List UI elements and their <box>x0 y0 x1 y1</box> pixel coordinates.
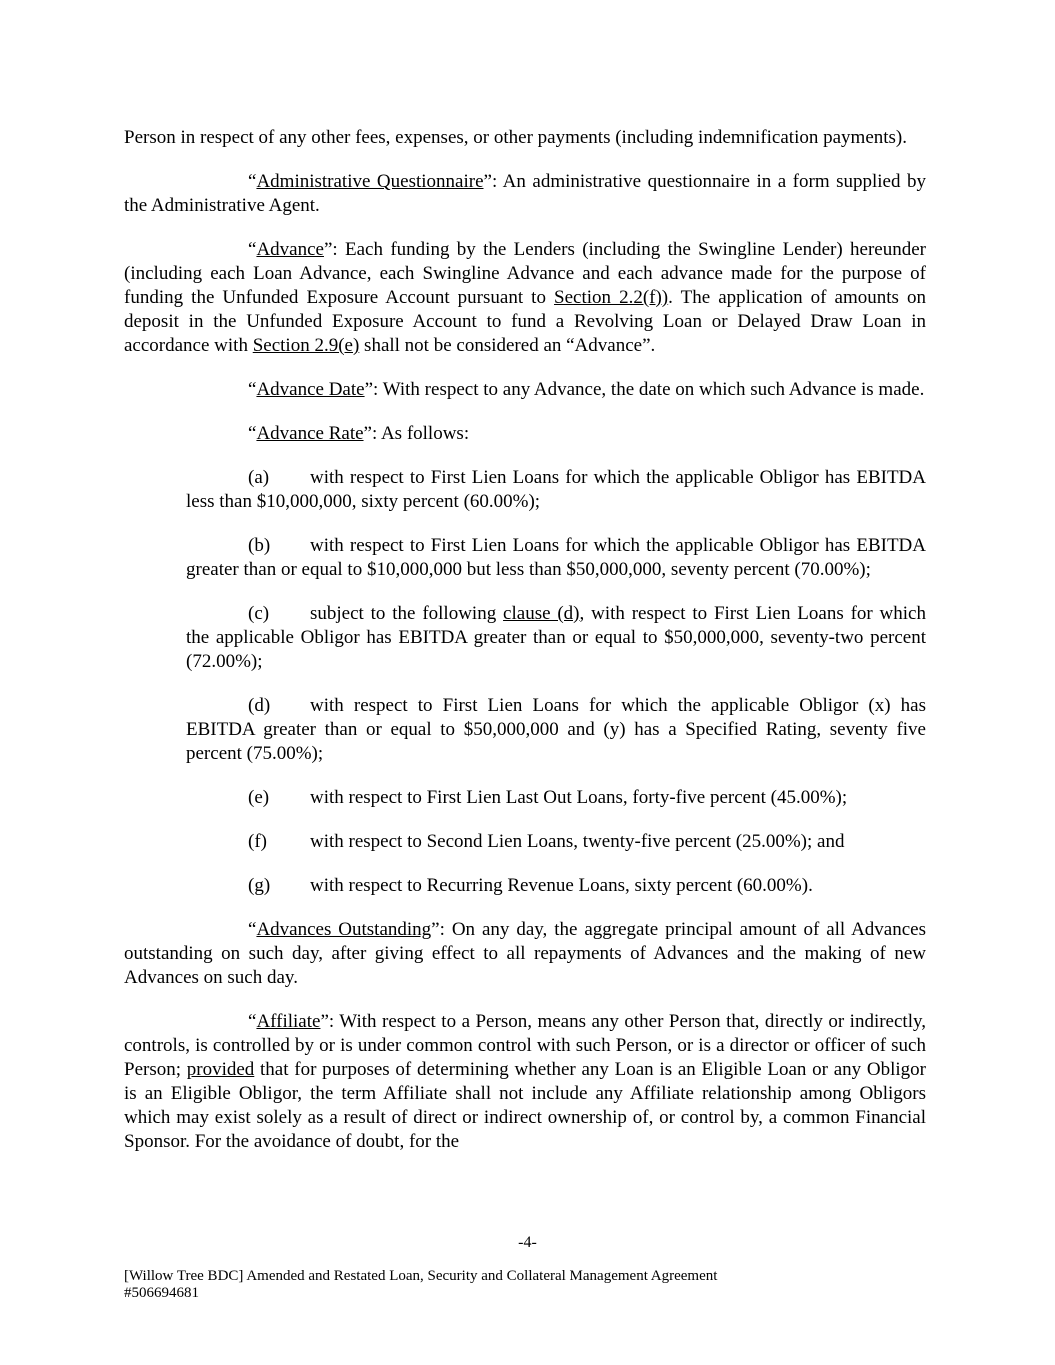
footer-doc-id: #506694681 <box>124 1285 199 1301</box>
list-item: (g) with respect to Recurring Revenue Loans, sixty percent (60.00%). <box>248 875 813 896</box>
definition-administrative-questionnaire: “Administrative Questionnaire”: An administrative questionnaire in a form supplied by the Administrative Agent. <box>124 171 926 216</box>
list-item: (b) with respect to First Lien Loans for which the applicable Obligor has EBITDA greater than or equal to $10,000,000 but less than $50,000,000, seventy percent (70.00%); <box>186 535 926 580</box>
item-label: (g) <box>248 875 271 896</box>
list-item: (d) with respect to First Lien Loans for which the applicable Obligor (x) has EBITDA greater than or equal to $50,000,000 and (y) has a Specified Rating, seventy five percent (75.00%); <box>186 695 926 764</box>
defined-term: Advance <box>256 239 324 260</box>
provided-term: provided <box>186 1059 255 1080</box>
definition-advances-outstanding: “Advances Outstanding”: On any day, the aggregate principal amount of all Advances outstanding on such day, after giving effect to all repayments of Advances and the making of new Advances on such day. <box>124 919 926 988</box>
defined-term: Affiliate <box>256 1011 321 1032</box>
footer-title: [Willow Tree BDC] Amended and Restated Loan, Security and Collateral Management Agreement <box>124 1268 718 1284</box>
document-body <box>124 126 926 1174</box>
item-label: (c) <box>248 603 270 624</box>
definition-advance: “Advance”: Each funding by the Lenders (including the Swingline Lender) hereunder (including each Loan Advance, each Swingline Advance and each advance made for the purpose of funding the Unfunded Exposure Account pursuant to Section 2.2(f)). The application of amounts on deposit in the Unfunded Exposure Account to fund a Revolving Loan or Delayed Draw Loan in accordance with Section 2.9(e) shall not be considered an “Advance”. <box>124 239 926 356</box>
document-footer <box>124 1268 717 1302</box>
clause-reference: clause (d) <box>503 603 580 624</box>
item-label: (f) <box>248 831 267 852</box>
definition-affiliate: “Affiliate”: With respect to a Person, means any other Person that, directly or indirectly, controls, is controlled by or is under common control with such Person, or is a director or officer of such Person; provided that for purposes of determining whether any Loan is an Eligible Loan or any Obligor is an Eligible Obligor, the term Affiliate shall not include any Affiliate relationship among Obligors which may exist solely as a result of direct or indirect ownership of, or control by, a common Financial Sponsor. For the avoidance of doubt, for the <box>124 1011 927 1152</box>
defined-term: Advance Date <box>256 379 365 400</box>
defined-term: Advances Outstanding <box>256 919 432 940</box>
definition-advance-rate: “Advance Rate”: As follows: <box>248 423 470 444</box>
defined-term: Advance Rate <box>256 423 364 444</box>
page-number: -4- <box>518 1234 537 1251</box>
item-label: (b) <box>248 535 271 556</box>
item-label: (d) <box>248 695 271 716</box>
definition-advance-date: “Advance Date”: With respect to any Advance, the date on which such Advance is made. <box>248 379 925 400</box>
list-item: (e) with respect to First Lien Last Out Loans, forty-five percent (45.00%); <box>248 787 848 808</box>
list-item: (c) subject to the following clause (d), with respect to First Lien Loans for which the applicable Obligor has EBITDA greater than or equal to $50,000,000, seventy-two percent (72.00%); <box>186 603 926 672</box>
defined-term: Administrative Questionnaire <box>256 171 484 192</box>
list-item: (a) with respect to First Lien Loans for which the applicable Obligor has EBITDA less than $10,000,000, sixty percent (60.00%); <box>186 467 926 512</box>
list-item: (f) with respect to Second Lien Loans, twenty-five percent (25.00%); and <box>248 831 845 852</box>
section-reference: Section 2.2(f)) <box>554 287 669 308</box>
paragraph-continuation: Person in respect of any other fees, expenses, or other payments (including indemnification payments). <box>124 127 907 148</box>
item-label: (a) <box>248 467 270 488</box>
section-reference: Section 2.9(e) <box>252 335 360 356</box>
item-label: (e) <box>248 787 270 808</box>
